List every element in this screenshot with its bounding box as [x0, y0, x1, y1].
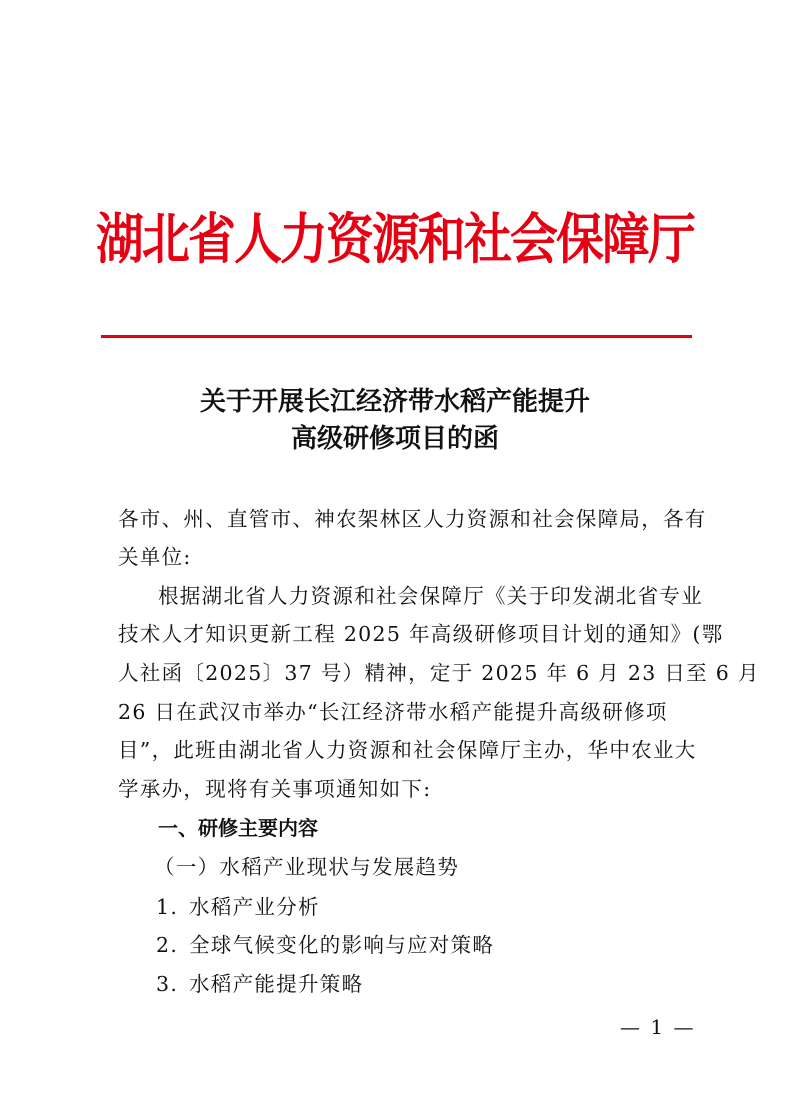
- body-line-1: 根据湖北省人力资源和社会保障厅《关于印发湖北省专业: [158, 584, 703, 608]
- list-item-number: 1.: [156, 895, 179, 919]
- list-item-number: 2.: [156, 933, 179, 957]
- body-line-5: 目”，此班由湖北省人力资源和社会保障厅主办，华中农业大: [118, 738, 697, 762]
- body-line-6: 学承办，现将有关事项通知如下:: [118, 777, 432, 801]
- list-item-text: 水稻产能提升策略: [189, 972, 364, 996]
- document-title-line-1: 关于开展长江经济带水稻产能提升: [199, 387, 590, 417]
- body-line-2: 技术人才知识更新工程 2025 年高级研修项目计划的通知》(鄂: [118, 622, 724, 646]
- section-heading: 一、研修主要内容: [158, 816, 318, 840]
- document-title-line-2: 高级研修项目的函: [290, 424, 499, 454]
- recipients-line-2: 关单位:: [118, 545, 192, 569]
- organization-header: 湖北省人力资源和社会保障厅: [95, 208, 694, 272]
- list-item-text: 水稻产业分析: [189, 895, 320, 919]
- list-item: [156, 893, 320, 921]
- page-number: — 1 —: [620, 1015, 696, 1039]
- list-item-number: 3.: [156, 972, 179, 996]
- list-item: [156, 970, 363, 998]
- body-line-4: 26 日在武汉市举办“长江经济带水稻产能提升高级研修项: [118, 700, 668, 724]
- body-line-3: 人社函〔2025〕37 号）精神，定于 2025 年 6 月 23 日至 6 月: [118, 661, 760, 685]
- list-item-text: 全球气候变化的影响与应对策略: [189, 933, 495, 957]
- list-item: [156, 931, 494, 959]
- red-divider-line: [101, 335, 692, 338]
- recipients-line-1: 各市、州、直管市、神农架林区人力资源和社会保障局，各有: [118, 507, 707, 531]
- subsection-heading: （一）水稻产业现状与发展趋势: [154, 855, 460, 879]
